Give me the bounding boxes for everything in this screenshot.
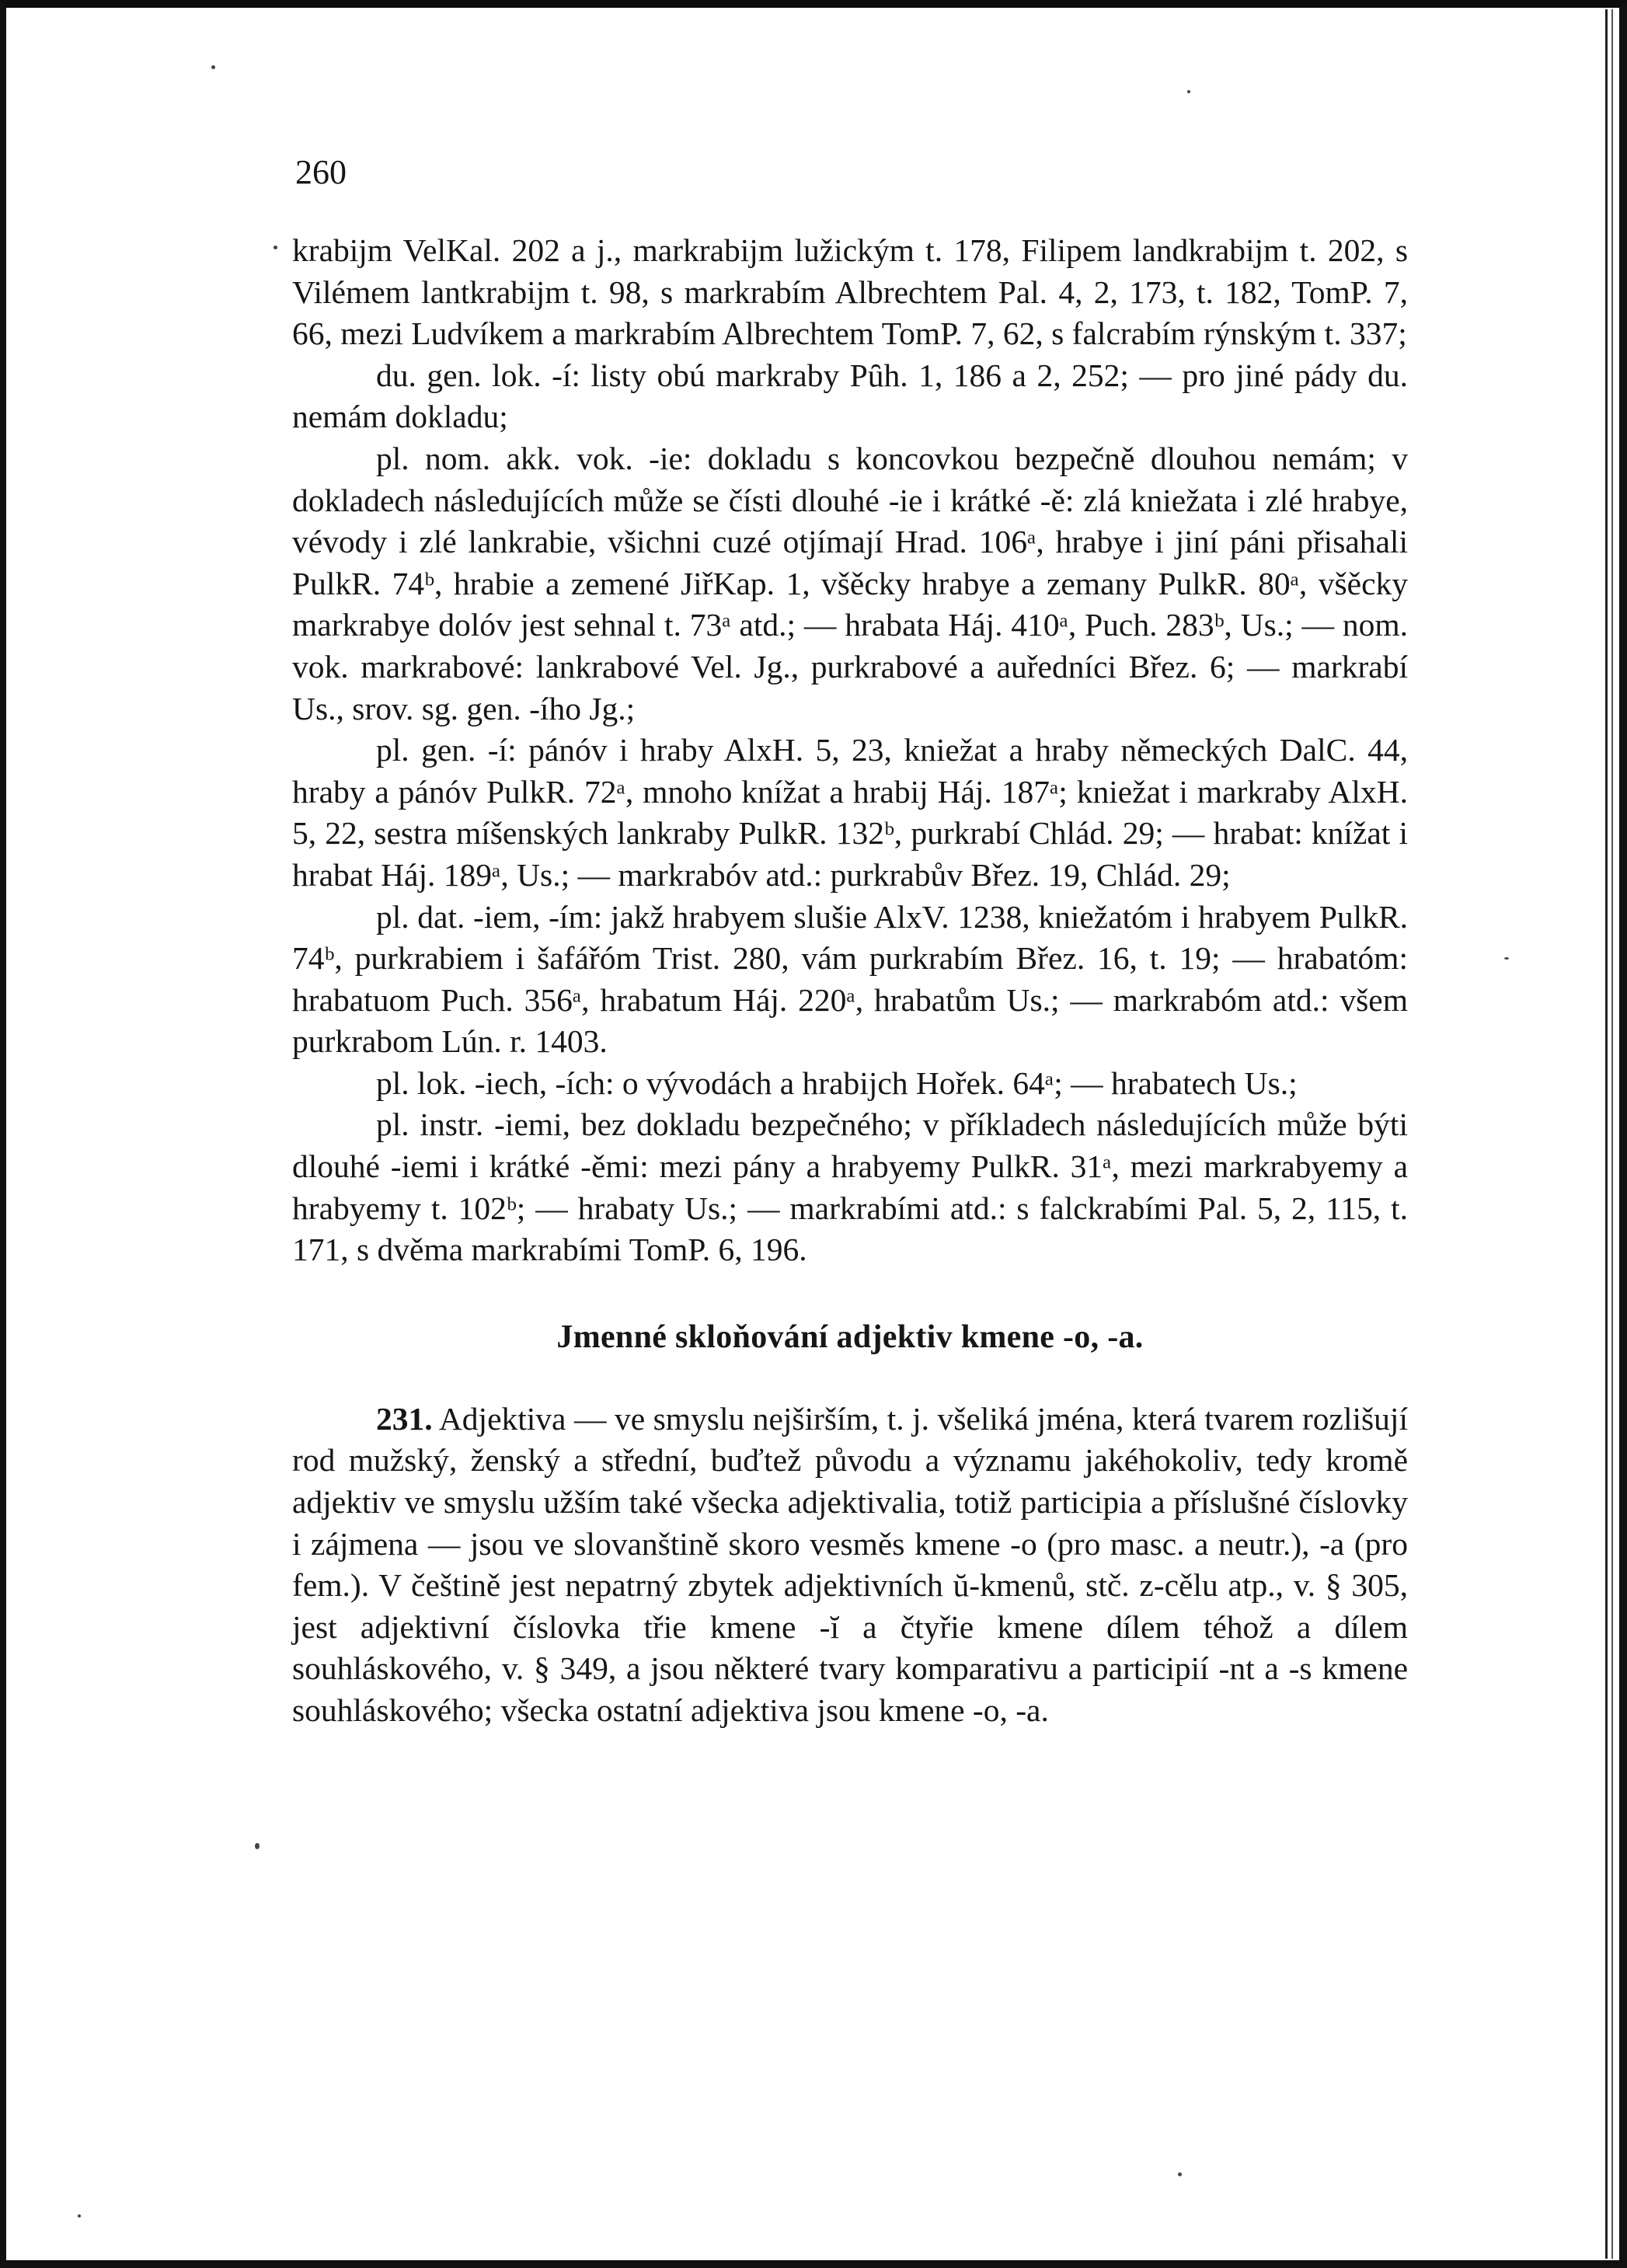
right-edge-line [1605,9,1608,2259]
body-paragraph: krabijm VelKal. 202 a j., markrabijm lužickým t. 178, Filipem landkrabijm t. 202, s Vilémem lantkrabijm t. 98, s markrabím Albrechtem Pal. 4, 2, 173, t. 182, TomP. 7, 66, mezi Ludvíkem a markrabím Albrechtem TomP. 7, 62, s falcrabím rýnským t. 337; [292,232,1408,352]
body-paragraph: pl. instr. -iemi, bez dokladu bezpečného; v příkladech následujících může býti dlouhé -iemi i krátké -ěmi: mezi pány a hrabyemy PulkR. 31ᵃ, mezi markrabyemy a hrabyemy t. 102ᵇ; — hrabaty Us.; — markrabími atd.: s falckrabími Pal. 5, 2, 115, t. 171, s dvěma markrabími TomP. 6, 196. [292,1106,1408,1268]
body-paragraph: pl. gen. -í: pánóv i hraby AlxH. 5, 23, kniežat a hraby německých DalC. 44, hraby a pánóv PulkR. 72ᵃ, mnoho knížat a hrabij Háj. 187ᵃ; kniežat i markraby AlxH. 5, 22, sestra míšenských lankraby PulkR. 132ᵇ, purkrabí Chlád. 29; — hrabat: knížat i hrabat Háj. 189ᵃ, Us.; — markrabóv atd.: purkrabův Břez. 19, Chlád. 29; [292,732,1408,893]
scan-speck [1178,2172,1182,2176]
body-paragraph: du. gen. lok. -í: listy obú markraby Pȗh. 1, 186 a 2, 252; — pro jiné pády du. nemám dokladu; [292,357,1408,435]
scan-speck [211,65,215,69]
section-heading: Jmenné skloňování adjektiv kmene -o, -a. [556,1319,1144,1355]
section-number: 231. [376,1400,433,1437]
body-paragraph: pl. nom. akk. vok. -ie: dokladu s koncovkou bezpečně dlouhou nemám; v dokladech následujících může se čísti dlouhé -ie i krátké -ě: zlá kniežata i zlé hrabye, vévody i zlé lankrabie, všichni cuzé otjímají Hrad. 106ᵃ, hrabye i jiní páni přisahali PulkR. 74ᵇ, hrabie a zemené JiřKap. 1, všěcky hrabye a zemany PulkR. 80ᵃ, všěcky markrabye dolóv jest sehnal t. 73ᵃ atd.; — hrabata Háj. 410ᵃ, Puch. 283ᵇ, Us.; — nom. vok. markrabové: lankrabové Vel. Jg., purkrabové a auředníci Břez. 6; — markrabí Us., srov. sg. gen. -ího Jg.; [292,440,1408,726]
scan-speck [78,2214,81,2217]
section-paragraph [292,1399,1408,1732]
page-body [292,230,1408,1732]
body-paragraph: pl. lok. -iech, -ích: o vývodách a hrabijch Hořek. 64ᵃ; — hrabatech Us.; [376,1064,1298,1101]
scan-speck [1504,957,1509,960]
page-number: 260 [295,153,347,191]
right-edge-shadow [1611,9,1613,2259]
scan-speck [1187,90,1190,93]
section-text: Adjektiva — ve smyslu nejširším, t. j. všeliká jména, která tvarem rozlišují rod mužský, ženský a střední, buďtež původu a významu jakéhokoliv, tedy kromě adjektiv ve smyslu užším také všecka adjektivalia, totiž participia a příslušné číslovky i zájmena — jsou ve slovanštině skoro vesměs kmene -o (pro masc. a neutr.), -a (pro fem.). V češtině jest nepatrný zbytek adjektivních ŭ-kmenů, stč. z-cělu atp., v. § 305, jest adjektivní číslovka třie kmene -ĭ a čtyřie kmene dílem téhož a dílem souhláskového, v. § 349, a jsou některé tvary komparativu a participií -nt a -s kmene souhláskového; všecka ostatní adjektiva jsou kmene -o, -a. [292,1400,1408,1728]
scan-speck [255,1843,260,1849]
body-paragraph: pl. dat. -iem, -ím: jakž hrabyem slušie AlxV. 1238, kniežatóm i hrabyem PulkR. 74ᵇ, purkrabiem i šafářóm Trist. 280, vám purkrabím Břez. 16, t. 19; — hrabatóm: hrabatuom Puch. 356ᵃ, hrabatum Háj. 220ᵃ, hrabatům Us.; — markrabóm atd.: všem purkrabom Lún. r. 1403. [292,898,1408,1060]
scan-speck [273,246,277,249]
